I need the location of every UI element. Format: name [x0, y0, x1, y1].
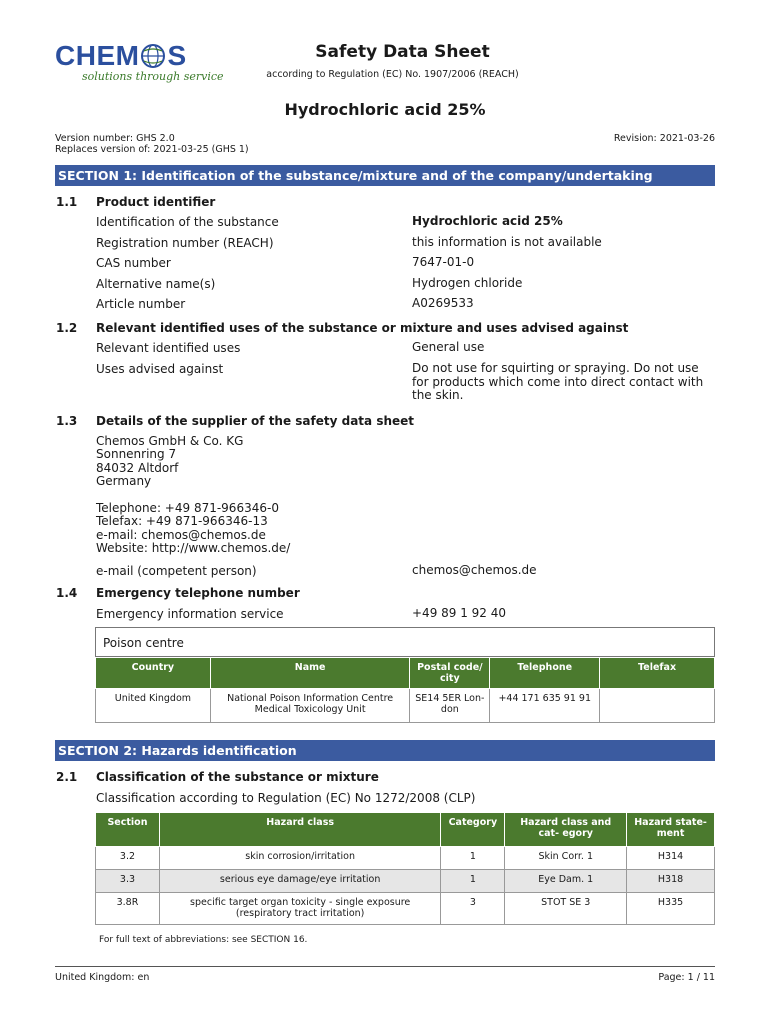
field-label: Emergency information service — [96, 607, 284, 621]
subsection-number: 1.1 — [56, 195, 78, 209]
address-line: Germany — [96, 473, 152, 488]
contact-line: Website: http://www.chemos.de/ — [96, 540, 291, 555]
address-line: Sonnenring 7 — [96, 447, 177, 462]
column-header: Hazard class and cat- egory — [505, 813, 627, 847]
field-label: Uses advised against — [96, 362, 224, 376]
footer-divider — [55, 966, 715, 967]
field-value: Hydrochloric acid 25% — [412, 214, 563, 228]
subsection-number: 1.3 — [56, 414, 78, 428]
field-label: Alternative name(s) — [96, 277, 216, 291]
subsection-number: 1.2 — [56, 321, 78, 335]
poison-centre-table — [95, 657, 715, 723]
table-cell: SE14 5ER Lon- don — [410, 689, 490, 723]
subsection-title: Details of the supplier of the safety data sheet — [96, 414, 415, 428]
column-header: Telephone — [490, 658, 600, 689]
supplier-address — [96, 435, 243, 488]
replaces-version: Replaces version of: 2021-03-25 (GHS 1) — [55, 144, 249, 155]
table-cell: H335 — [627, 893, 715, 925]
field-value: +49 89 1 92 40 — [412, 606, 507, 620]
subsection-title: Product identifier — [96, 195, 216, 209]
supplier-contact — [96, 502, 290, 555]
table-cell: Skin Corr. 1 — [505, 847, 627, 870]
table-cell: Eye Dam. 1 — [505, 870, 627, 893]
subsection-title: Relevant identified uses of the substance or mixture and uses advised against — [96, 321, 629, 335]
hazard-classification-table — [95, 812, 715, 925]
table-cell: 1 — [441, 847, 505, 870]
abbreviation-footnote: For full text of abbreviations: see SECTION 16. — [99, 935, 308, 945]
product-title — [0, 100, 770, 119]
field-value: 7647-01-0 — [412, 255, 475, 269]
column-header: Section — [96, 813, 160, 847]
subsection-number: 1.4 — [56, 586, 78, 600]
document-title-text: Safety Data Sheet — [315, 42, 490, 62]
column-header: Category — [441, 813, 505, 847]
revision-date: Revision: 2021-03-26 — [613, 133, 715, 144]
subsection-number: 2.1 — [56, 770, 78, 784]
table-cell: National Poison Information Centre Medical Toxicology Unit — [210, 689, 410, 723]
field-value: General use — [412, 340, 485, 354]
table-cell: 3.3 — [96, 870, 160, 893]
table-cell: 3 — [441, 893, 505, 925]
table-cell: H314 — [627, 847, 715, 870]
field-label: Article number — [96, 297, 186, 311]
table-cell: STOT SE 3 — [505, 893, 627, 925]
table-row — [96, 847, 715, 870]
table-cell: 3.8R — [96, 893, 160, 925]
table-row — [96, 870, 715, 893]
subsection-title: Emergency telephone number — [96, 586, 300, 600]
classification-subtitle: Classification according to Regulation (EC) No 1272/2008 (CLP) — [96, 791, 476, 805]
document-subtitle-text: according to Regulation (EC) No. 1907/2006 (REACH) — [266, 69, 519, 80]
column-header: Telefax — [600, 658, 715, 689]
contact-line: e-mail: chemos@chemos.de — [96, 527, 266, 542]
field-value: this information is not available — [412, 235, 602, 249]
document-subtitle — [0, 69, 770, 80]
field-label: Identification of the substance — [96, 215, 279, 229]
field-label: Relevant identified uses — [96, 341, 241, 355]
table-cell — [600, 689, 715, 723]
footer-locale: United Kingdom: en — [55, 972, 150, 983]
logo-text-right: S — [167, 40, 187, 71]
table-row — [96, 893, 715, 925]
page-number: Page: 1 / 11 — [658, 972, 715, 983]
document-title — [0, 42, 770, 62]
table-cell: 1 — [441, 870, 505, 893]
column-header: Name — [210, 658, 410, 689]
table-cell: serious eye damage/eye irritation — [159, 870, 440, 893]
poison-centre-box — [95, 627, 715, 657]
table-cell: specific target organ toxicity - single exposure (respiratory tract irritation) — [159, 893, 440, 925]
field-value: Hydrogen chloride — [412, 276, 523, 290]
subsection-title: Classification of the substance or mixture — [96, 770, 379, 784]
column-header: Postal code/ city — [410, 658, 490, 689]
field-value: A0269533 — [412, 296, 474, 310]
field-value: chemos@chemos.de — [412, 563, 537, 577]
column-header: Country — [96, 658, 211, 689]
address-line: Chemos GmbH & Co. KG — [96, 434, 244, 448]
poison-centre-title: Poison centre — [103, 636, 184, 650]
contact-line: Telephone: +49 871-966346-0 — [96, 501, 279, 515]
table-cell: +44 171 635 91 91 — [490, 689, 600, 723]
table-cell: United Kingdom — [96, 689, 211, 723]
product-title-text: Hydrochloric acid 25% — [284, 100, 486, 119]
field-label: e-mail (competent person) — [96, 564, 257, 578]
field-label: Registration number (REACH) — [96, 236, 274, 250]
field-label: CAS number — [96, 256, 171, 270]
table-cell: H318 — [627, 870, 715, 893]
column-header: Hazard state- ment — [627, 813, 715, 847]
section-2-header: SECTION 2: Hazards identification — [55, 740, 715, 761]
logo-text-left: CHEM — [55, 40, 140, 71]
version-number: Version number: GHS 2.0 — [55, 133, 175, 144]
table-cell: skin corrosion/irritation — [159, 847, 440, 870]
section-1-header: SECTION 1: Identification of the substance/mixture and of the company/undertaking — [55, 165, 715, 186]
table-cell: 3.2 — [96, 847, 160, 870]
address-line: 84032 Altdorf — [96, 460, 179, 475]
field-value: Do not use for squirting or spraying. Do not use for products which come into direct contact with the skin. — [412, 361, 704, 402]
contact-line: Telefax: +49 871-966346-13 — [96, 514, 268, 529]
column-header: Hazard class — [159, 813, 440, 847]
logo-tagline: solutions through service — [82, 70, 224, 83]
